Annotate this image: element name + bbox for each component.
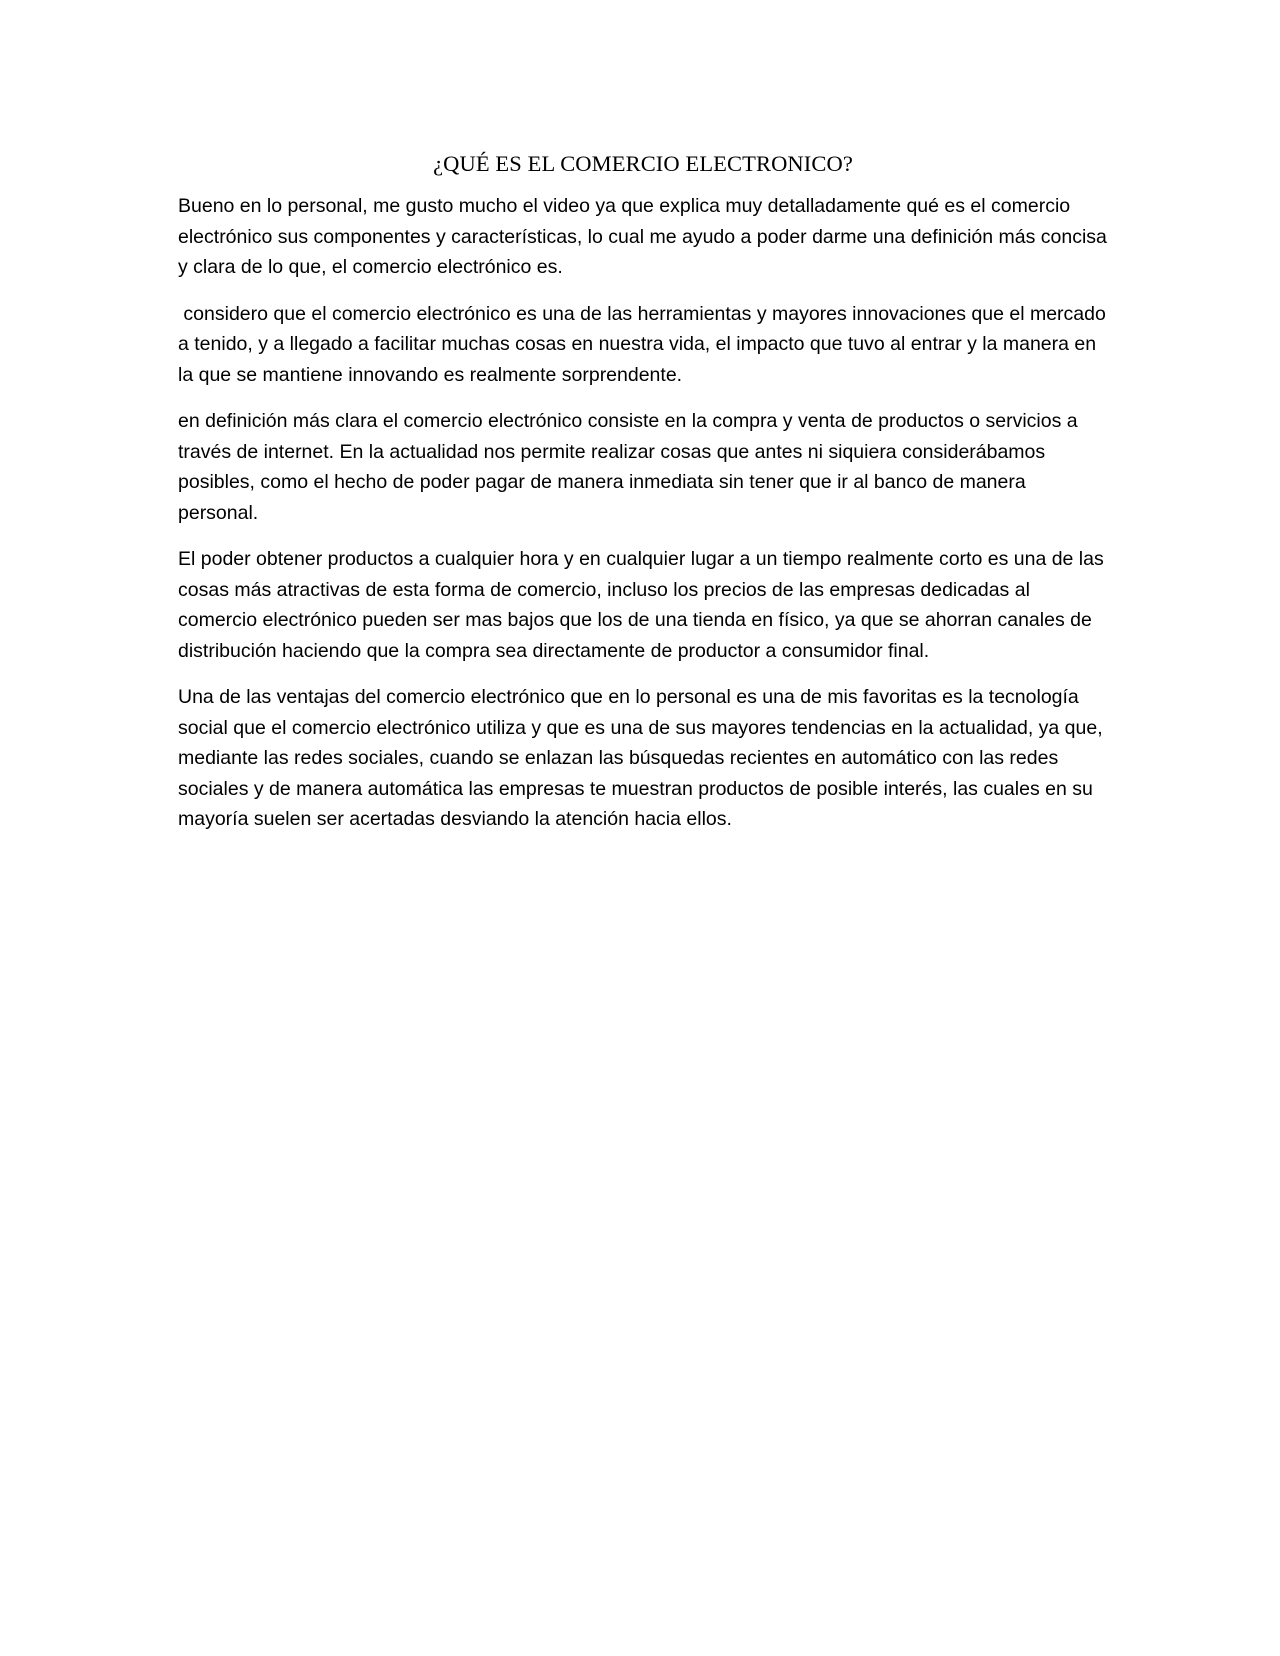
paragraph-5: Una de las ventajas del comercio electrónico que en lo personal es una de mis favoritas es la tecnología social que el comercio electrónico utiliza y que es una de sus mayores tendencias en la actualidad, ya que, mediante las redes sociales, cuando se enlazan las búsquedas recientes en automático con las redes sociales y de manera automática las empresas te muestran productos de posible interés, las cuales en su mayoría suelen ser acertadas desviando la atención hacia ellos. <box>178 686 1109 830</box>
document-body <box>178 147 1113 851</box>
paragraph-2: considero que el comercio electrónico es una de las herramientas y mayores innovaciones que el mercado a tenido, y a llegado a facilitar muchas cosas en nuestra vida, el impacto que tuvo al entrar y la manera en la que se mantiene innovando es realmente sorprendente. <box>178 302 1112 386</box>
paragraph-3: en definición más clara el comercio electrónico consiste en la compra y venta de productos o servicios a través de internet. En la actualidad nos permite realizar cosas que antes ni siquiera considerábamos posibles, como el hecho de poder pagar de manera inmediata sin tener que ir al banco de manera personal. <box>178 410 1084 524</box>
document-title: ¿QUÉ ES EL COMERCIO ELECTRONICO? <box>433 151 853 176</box>
paragraph-1: Bueno en lo personal, me gusto mucho el video ya que explica muy detalladamente qué es el comercio electrónico sus componentes y características, lo cual me ayudo a poder darme una definición más concisa y clara de lo que, el comercio electrónico es. <box>178 195 1113 278</box>
paragraph-4: El poder obtener productos a cualquier hora y en cualquier lugar a un tiempo realmente corto es una de las cosas más atractivas de esta forma de comercio, incluso los precios de las empresas dedicadas al comercio electrónico pueden ser mas bajos que los de una tienda en físico, ya que se ahorran canales de distribución haciendo que la compra sea directamente de productor a consumidor final. <box>178 548 1110 662</box>
